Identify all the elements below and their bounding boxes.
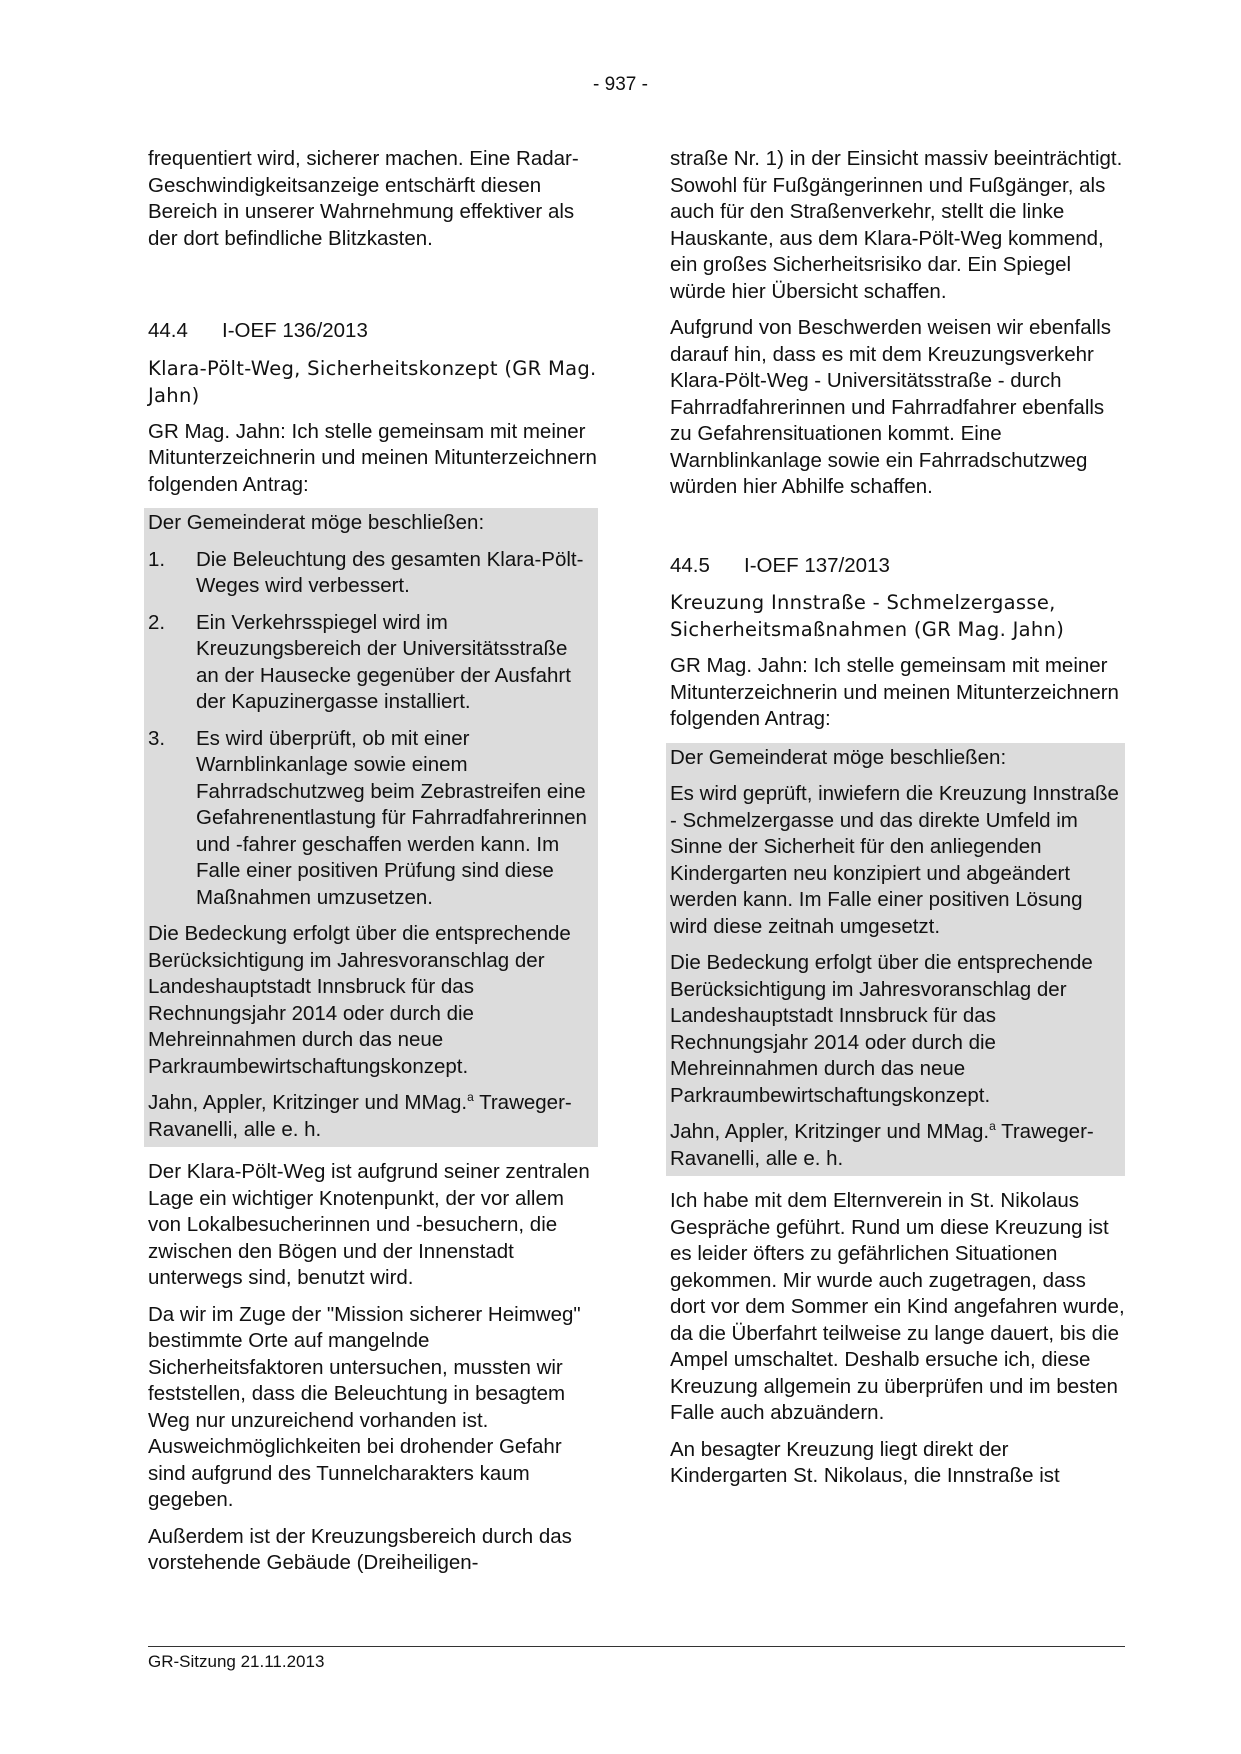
list-item xyxy=(148,726,594,912)
paragraph: Außerdem ist der Kreuzungsbereich durch das vorstehende Gebäude (Dreiheiligen- xyxy=(148,1524,572,1574)
motion-text: Es wird geprüft, inwiefern die Kreuzung Innstraße - Schmelzergasse und das direkte Umfeld im Sinne der Sicherheit für den anliegenden Kindergarten neu konzipiert und abgeändert werden kann. Im Falle einer positiven Lösung wird diese zeitnah umgesetzt. xyxy=(670,782,1119,938)
motion-box xyxy=(144,508,598,1147)
signers-rest: Traweger-Ravanelli, alle e. h. xyxy=(670,1120,1094,1170)
coverage-text: Die Bedeckung erfolgt über die entsprechende Berücksichtigung im Jahresvoranschlag der Landeshauptstadt Innsbruck für das Rechnungsjahr 2014 oder durch die Mehreinnahmen durch das neue Parkraumbewirtschaftungskonzept. xyxy=(670,951,1093,1107)
signers xyxy=(670,1119,1121,1172)
paragraph: Da wir im Zuge der "Mission sicherer Heimweg" bestimmte Orte auf mangelnde Sicherheitsfaktoren untersuchen, mussten wir feststellen, dass die Beleuchtung in besagtem Weg nur unzureichend vorhanden ist. Ausweichmöglichkeiten bei drohender Gefahr sind aufgrund des Tunnelcharakters kaum gegeben. xyxy=(148,1302,581,1511)
item-code: I-OEF 136/2013 xyxy=(222,319,368,342)
motion-intro: Der Gemeinderat möge beschließen: xyxy=(670,745,1007,769)
paragraph: straße Nr. 1) in der Einsicht massiv beeinträchtigt. Sowohl für Fußgängerinnen und Fußgänger, als auch für den Straßenverkehr, stellt die linke Hauskante, aus dem Klara-Pölt-Weg kommend, ein großes Sicherheitsrisiko dar. Ein Spiegel würde hier Übersicht schaffen. xyxy=(670,147,1123,303)
left-column xyxy=(148,146,598,1587)
motion-list xyxy=(148,547,594,912)
item-title: Klara-Pölt-Weg, Sicherheitskonzept (GR Mag. Jahn) xyxy=(148,356,597,407)
paragraph: An besagter Kreuzung liegt direkt der Kindergarten St. Nikolaus, die Innstraße ist xyxy=(670,1437,1060,1487)
list-text: Ein Verkehrsspiegel wird im Kreuzungsbereich der Universitätsstraße an der Hausecke gegenüber der Ausfahrt der Kapuzinergasse installiert. xyxy=(196,610,571,713)
page-number: - 937 - xyxy=(593,74,648,95)
superscript: a xyxy=(989,1119,996,1133)
paragraph: Ich habe mit dem Elternverein in St. Nikolaus Gespräche geführt. Rund um diese Kreuzung ist es leider öfters zu gefährlichen Situationen gekommen. Mir wurde auch zugetragen, dass dort vor dem Sommer ein Kind angefahren wurde, da die Überfahrt teilweise zu lange dauert, bis die Ampel umschaltet. Deshalb ersuche ich, diese Kreuzung allgemein zu überprüfen und im besten Falle auch abzuändern. xyxy=(670,1189,1125,1424)
signers-names: Jahn, Appler, Kritzinger und MMag. xyxy=(148,1091,468,1114)
list-item xyxy=(148,610,594,716)
footer-text: GR-Sitzung 21.11.2013 xyxy=(148,1652,325,1671)
coverage-text: Die Bedeckung erfolgt über die entsprechende Berücksichtigung im Jahresvoranschlag der Landeshauptstadt Innsbruck für das Rechnungsjahr 2014 oder durch die Mehreinnahmen durch das neue Parkraumbewirtschaftungskonzept. xyxy=(148,922,571,1078)
motion-lead: GR Mag. Jahn: Ich stelle gemeinsam mit meiner Mitunterzeichnerin und meinen Mitunterzeichnern folgenden Antrag: xyxy=(670,654,1119,730)
item-heading xyxy=(670,553,1125,580)
list-number: 1. xyxy=(148,547,166,571)
list-number: 2. xyxy=(148,610,166,634)
paragraph: Aufgrund von Beschwerden weisen wir ebenfalls darauf hin, dass es mit dem Kreuzungsverkehr Klara-Pölt-Weg - Universitätsstraße - durch Fahrradfahrerinnen und Fahrradfahrer ebenfalls zu Gefahrensituationen kommt. Eine Warnblinkanlage sowie ein Fahrradschutzweg würden hier Abhilfe schaffen. xyxy=(670,316,1112,498)
paragraph: Der Klara-Pölt-Weg ist aufgrund seiner zentralen Lage ein wichtiger Knotenpunkt, der vor allem von Lokalbesucherinnen und -besuchern, die zwischen den Bögen und der Innenstadt unterwegs sind, benutzt wird. xyxy=(148,1160,590,1289)
item-heading xyxy=(148,318,598,345)
motion-intro: Der Gemeinderat möge beschließen: xyxy=(148,511,485,534)
motion-lead: GR Mag. Jahn: Ich stelle gemeinsam mit meiner Mitunterzeichnerin und meinen Mitunterzeichnern folgenden Antrag: xyxy=(148,419,597,496)
right-column xyxy=(670,146,1125,1500)
superscript: a xyxy=(467,1090,474,1104)
paragraph: frequentiert wird, sicherer machen. Eine Radar-Geschwindigkeitsanzeige entschärft diesen Bereich in unserer Wahrnehmung effektiver als der dort befindliche Blitzkasten. xyxy=(148,147,579,250)
list-text: Es wird überprüft, ob mit einer Warnblinkanlage sowie einem Fahrradschutzweg beim Zebrastreifen eine Gefahrenentlastung für Fahrradfahrerinnen und -fahrer geschaffen werden kann. Im Falle einer positiven Prüfung sind diese Maßnahmen umzusetzen. xyxy=(196,726,587,909)
list-text: Die Beleuchtung des gesamten Klara-Pölt-Weges wird verbessert. xyxy=(196,547,584,597)
item-number: 44.5 xyxy=(670,553,710,577)
item-number: 44.4 xyxy=(148,319,188,342)
signers-rest: Traweger-Ravanelli, alle e. h. xyxy=(148,1091,572,1141)
signers-names: Jahn, Appler, Kritzinger und MMag. xyxy=(670,1120,990,1143)
list-number: 3. xyxy=(148,726,166,750)
motion-box xyxy=(666,743,1125,1177)
footer-divider xyxy=(148,1646,1125,1647)
item-title: Kreuzung Innstraße - Schmelzergasse, Sicherheitsmaßnahmen (GR Mag. Jahn) xyxy=(670,591,1065,641)
signers xyxy=(148,1090,594,1143)
item-code: I-OEF 137/2013 xyxy=(744,553,890,577)
list-item xyxy=(148,547,594,600)
